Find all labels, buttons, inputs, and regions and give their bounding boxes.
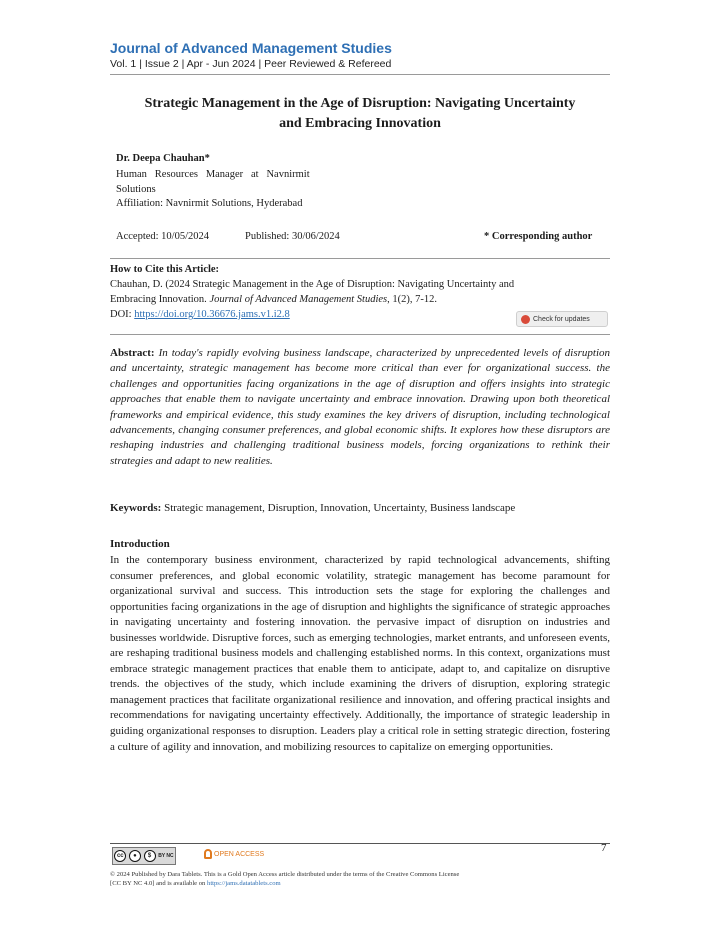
- citation-journal: Journal of Advanced Management Studies: [209, 294, 388, 305]
- title-line-2: and Embracing Innovation: [279, 116, 441, 131]
- abstract-label: Abstract:: [110, 347, 155, 359]
- open-access-label: OPEN ACCESS: [214, 850, 265, 858]
- author-role-line-1: Human Resources Manager at Navnirmit: [116, 169, 310, 180]
- abstract-divider: [110, 334, 610, 335]
- header-divider: [110, 74, 610, 75]
- cc-icon: cc: [114, 850, 126, 862]
- cc-license-badge[interactable]: [112, 847, 176, 865]
- citation-line-1: Chauhan, D. (2024 Strategic Management in the Age of Disruption: Navigating Uncertainty and: [110, 279, 515, 290]
- article-title: [110, 94, 610, 134]
- journal-name: Journal of Advanced Management Studies: [110, 40, 392, 56]
- check-updates-label: Check for updates: [533, 315, 590, 323]
- corresponding-author-note: * Corresponding author: [484, 231, 593, 242]
- citation-line-2: [110, 292, 610, 307]
- author-role-line-2: Solutions: [116, 184, 156, 195]
- author-role: [116, 167, 356, 197]
- introduction-text: In the contemporary business environment, characterized by rapid technological advancements, shifting consumer preferences, and global economic volatility, strategic management has become paramount for organizational survival and success. This introduction sets the stage for exploring the challenges and opportunities facing organizations in the age of disruption and highlights the significance of strategic approaches in navigating uncertainty and fostering innovation. the pervasive impact of disruption on industries and businesses worldwide. Disruptive forces, such as emerging technologies, market entrants, and unforeseen events, are reshaping traditional business models and challenging established norms. In this context, organizations must embrace strategic management practices that enable them to anticipate, adapt to, and capitalize on disruptive trends. the objectives of the study, which include examining the drivers of disruption, exploring strategic management practices that facilitate organizational resilience and innovation, and offering practical insights and recommendations for navigating uncertainty effectively. Additionally, the importance of strategic leadership in guiding organizational responses to disruption. Leaders play a critical role in setting strategic direction, fostering a culture of agility and innovation, and mobilizing resources to capitalize on emerging opportunities.: [110, 554, 610, 753]
- keywords-text: Strategic management, Disruption, Innovation, Uncertainty, Business landscape: [164, 502, 516, 514]
- cc-label: BY NC: [158, 853, 174, 859]
- check-updates-icon: [521, 315, 530, 324]
- abstract: [110, 346, 610, 469]
- doi-link[interactable]: https://doi.org/10.36676.jams.v1.i2.8: [134, 309, 290, 320]
- author-affiliation: Affiliation: Navnirmit Solutions, Hyderabad: [116, 198, 303, 209]
- open-lock-icon: [204, 849, 212, 859]
- footer-divider: [110, 843, 610, 844]
- doi-label: DOI:: [110, 309, 135, 320]
- title-line-1: Strategic Management in the Age of Disruption: Navigating Uncertainty: [144, 96, 576, 111]
- keywords-label: Keywords:: [110, 502, 162, 514]
- accepted-date: Accepted: 10/05/2024: [116, 231, 210, 242]
- page-number: 7: [601, 842, 607, 854]
- journal-issue-meta: Vol. 1 | Issue 2 | Apr - Jun 2024 | Peer Reviewed & Refereed: [110, 58, 392, 70]
- citation-heading: How to Cite this Article:: [110, 264, 220, 275]
- license-line-2: [110, 879, 610, 888]
- license-line-2-text: [CC BY NC 4.0] and is available on: [110, 880, 208, 887]
- license-line-1: © 2024 Published by Dara Tablets. This is a Gold Open Access article distributed under the terms of the Creative Commons License: [110, 871, 460, 878]
- citation-volume: , 1(2), 7-12.: [387, 294, 437, 305]
- license-notice: [110, 870, 610, 888]
- author-name: Dr. Deepa Chauhan*: [116, 153, 210, 164]
- published-date: Published: 30/06/2024: [245, 231, 340, 242]
- citation-article: Embracing Innovation.: [110, 294, 210, 305]
- citation-divider: [110, 258, 610, 259]
- nc-dollar-icon: $: [144, 850, 156, 862]
- by-person-icon: ●: [129, 850, 141, 862]
- introduction-heading: Introduction: [110, 538, 170, 550]
- abstract-text: In today's rapidly evolving business landscape, characterized by unprecedented levels of disruption and uncertainty, strategic management has become more critical than ever for organizational success. the challenges and opportunities facing organizations in the age of disruption and offers insights into strategic approaches that enable them to navigate uncertainty and embrace innovation. Drawing upon both theoretical frameworks and empirical evidence, this study examines the key drivers of disruption, including technological advancements, changing consumer preferences, and global economic shifts. It explores how these disruptors are reshaping industries and challenging traditional business models, forcing organizations to rethink their strategies and adapt to new realities.: [110, 347, 611, 467]
- check-for-updates-button[interactable]: [516, 311, 608, 327]
- journal-website-link[interactable]: https://jams.datatablets.com: [207, 880, 281, 887]
- keywords: [110, 502, 610, 514]
- open-access-logo: [204, 849, 264, 859]
